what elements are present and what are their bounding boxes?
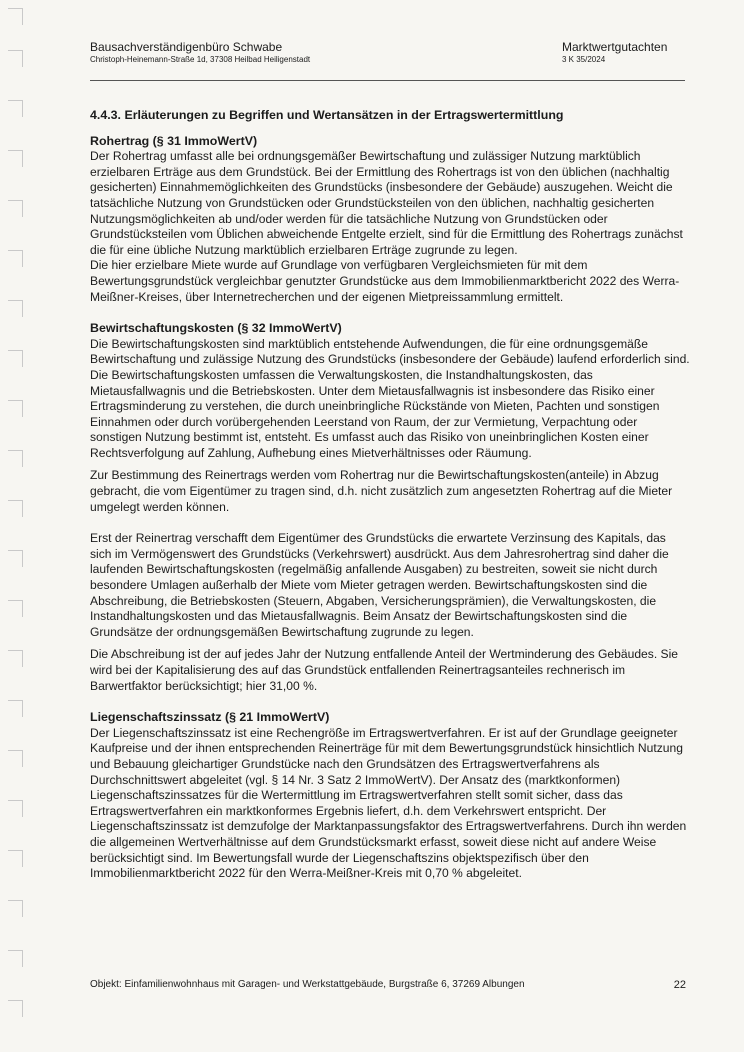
binding-holes <box>0 0 40 1052</box>
page-header <box>90 40 685 81</box>
page-footer <box>90 978 690 992</box>
bewirtschaftungskosten-paragraph-4: Die Abschreibung ist der auf jedes Jahr der Nutzung entfallende Anteil der Wertminderung des Gebäudes. Sie wird bei der Kapitalisierung des auf das Grundstück entfallenden Reinertragsanteiles rechnerisch im Barwertfaktor berücksichtigt; hier 31,00 %. <box>90 647 679 693</box>
page-number: 22 <box>673 979 686 991</box>
document-type: Marktwertgutachten <box>562 40 668 54</box>
footer-object: Objekt: Einfamilienwohnhaus mit Garagen- und Werkstattgebäude, Burgstraße 6, 37269 Albungen <box>90 979 525 990</box>
bewirtschaftungskosten-paragraph-1: Die Bewirtschaftungskosten sind marktüblich entstehende Aufwendungen, die für eine ordnungsgemäße Bewirtschaftung und zulässige Nutzung des Grundstücks (insbesondere der Gebäude) laufend erforderlich sind. Die Bewirtschaftungskosten umfassen die Verwaltungskosten, die Instandhaltungskosten, das Mietausfallwagnis und die Betriebskosten. Unter dem Mietausfallwagnis ist insbesondere das Risiko einer Ertragsminderung zu verstehen, die durch uneinbringliche Rückstände von Mieten, Pachten und sonstigen Einnahmen oder durch vorübergehenden Leerstand von Raum, der zur Vermietung, Verpachtung oder sonstigen Nutzung bestimmt ist, entsteht. Es umfasst auch das Risiko von uneinbringlichen Kosten einer Rechtsverfolgung auf Zahlung, Aufhebung eines Mietverhältnisses oder Räumung. <box>90 336 690 460</box>
section-title: 4.4.3. Erläuterungen zu Begriffen und Wertansätzen in der Ertragswertermittlung <box>90 108 564 122</box>
liegenschaftszinssatz-heading: Liegenschaftszinssatz (§ 21 ImmoWertV) <box>90 710 330 725</box>
rohertrag-heading: Rohertrag (§ 31 ImmoWertV) <box>90 133 258 148</box>
case-number: 3 K 35/2024 <box>562 55 606 64</box>
rohertrag-paragraph-2: Die hier erzielbare Miete wurde auf Grundlage von verfügbaren Vergleichsmieten für mit dem Bewertungsgrundstück vergleichbar genutzter Grundstücke aus dem Immobilienmarktbericht 2022 des Werra-Meißner-Kreises, über Internetrecherchen und der eigenen Mietpreissammlung ermittelt. <box>90 258 680 304</box>
office-address: Christoph-Heinemann-Straße 1d, 37308 Heilbad Heiligenstadt <box>90 55 311 64</box>
header-right <box>562 40 667 66</box>
rohertrag-paragraph-1: Der Rohertrag umfasst alle bei ordnungsgemäßer Bewirtschaftung und zulässiger Nutzung marktüblich erzielbaren Erträge aus dem Grundstück. Bei der Ermittlung des Rohertrags ist von den üblichen (nachhaltig gesicherten) Einnahmemöglichkeiten des Grundstücks (insbesondere der Gebäude) auszugehen. Weicht die tatsächliche Nutzung von Grundstücken oder Grundstücksteilen von den üblichen, nachhaltig gesicherten Nutzungsmöglichkeiten ab und/oder werden für die tatsächliche Nutzung von Grundstücken oder Grundstücksteilen vom Üblichen abweichende Entgelte erzielt, sind für die Ermittlung des Rohertrags zunächst die für eine übliche Nutzung marktüblich erzielbaren Erträge zugrunde zu legen. <box>90 149 683 257</box>
office-name: Bausachverständigenbüro Schwabe <box>90 40 283 54</box>
liegenschaftszinssatz-paragraph-1: Der Liegenschaftszinssatz ist eine Rechengröße im Ertragswertverfahren. Er ist auf der Grundlage geeigneter Kaufpreise und der ihnen entsprechenden Reinerträge für mit dem Bewertungsgrundstück hinsichtlich Nutzung und Bebauung gleichartiger Grundstücke nach den Grundsätzen des Ertragswertverfahrens als Durchschnittswert abgeleitet (vgl. § 14 Nr. 3 Satz 2 ImmoWertV). Der Ansatz des (marktkonformen) Liegenschaftszinssatzes für die Wertermittlung im Ertragswertverfahren stellt somit sicher, dass das Ertragswertverfahren ein marktkonformes Ergebnis liefert, d.h. dem Verkehrswert entspricht. Der Liegenschaftszinssatz ist demzufolge der Marktanpassungsfaktor des Ertragswertverfahrens. Durch ihn werden die allgemeinen Wertverhältnisse auf dem Grundstücksmarkt erfasst, soweit diese nicht auf andere Weise berücksichtigt sind. Im Bewertungsfall wurde der Liegenschaftszins objektspezifisch über den Immobilienmarktbericht 2022 für den Werra-Meißner-Kreis mit 0,70 % abgeleitet. <box>90 725 687 881</box>
bewirtschaftungskosten-heading: Bewirtschaftungskosten (§ 32 ImmoWertV) <box>90 321 342 336</box>
page-body <box>90 108 690 882</box>
header-left <box>90 40 310 66</box>
bewirtschaftungskosten-paragraph-2: Zur Bestimmung des Reinertrags werden vom Rohertrag nur die Bewirtschaftungskosten(anteile) in Abzug gebracht, die vom Eigentümer zu tragen sind, d.h. nicht zusätzlich zum angesetzten Rohertrag auf die Mieter umgelegt werden können. <box>90 468 673 514</box>
bewirtschaftungskosten-paragraph-3: Erst der Reinertrag verschafft dem Eigentümer des Grundstücks die erwartete Verzinsung des Kapitals, das sich im Vermögenswert des Grundstücks (Verkehrswert) ausdrückt. Aus dem Jahresrohertrag sind daher die laufenden Bewirtschaftungskosten (regelmäßig anfallende Ausgaben) zu bestreiten, soweit sie nicht durch besondere Umlagen außerhalb der Miete vom Mieter getragen werden. Bewirtschaftungskosten sind die Abschreibung, die Betriebskosten (Steuern, Abgaben, Versicherungsprämien), die Verwaltungskosten, die Instandhaltungskosten und das Mietausfallwagnis. Beim Ansatz der Bewirtschaftungskosten sind die Grundsätze der ordnungsgemäßen Bewirtschaftung zugrunde zu legen. <box>90 531 669 639</box>
